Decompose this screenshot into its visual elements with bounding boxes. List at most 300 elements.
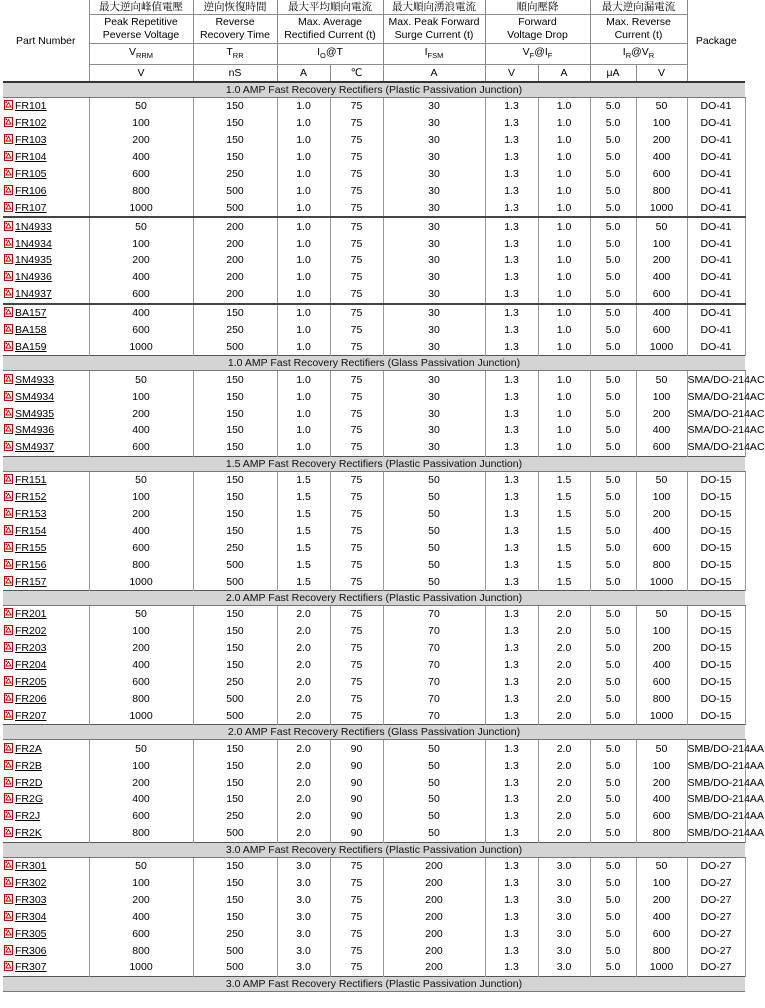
rectifier-spec-table — [3, 0, 765, 992]
pdf-icon[interactable] — [4, 341, 13, 351]
pdf-icon[interactable] — [4, 238, 13, 248]
part-number-link[interactable]: FR207 — [15, 709, 47, 722]
part-number-link[interactable]: FR202 — [15, 625, 47, 638]
value-cell: 30 — [383, 286, 485, 304]
value-cell: 30 — [383, 388, 485, 405]
value-cell: 200 — [89, 774, 193, 791]
part-number-cell — [3, 657, 89, 674]
pdf-icon[interactable] — [4, 151, 13, 161]
value-cell: 200 — [193, 252, 277, 269]
pdf-icon[interactable] — [4, 408, 13, 418]
pdf-icon[interactable] — [4, 542, 13, 552]
value-cell: 75 — [330, 891, 383, 908]
package-cell: DO-41 — [687, 338, 745, 355]
table-row — [3, 199, 745, 217]
pdf-icon[interactable] — [4, 424, 13, 434]
col-unit: A — [383, 65, 485, 83]
value-cell: 50 — [636, 217, 687, 235]
value-cell: 90 — [330, 757, 383, 774]
value-cell: 500 — [193, 182, 277, 199]
value-cell: 75 — [330, 606, 383, 623]
value-cell: 75 — [330, 908, 383, 925]
value-cell: 1.0 — [277, 149, 330, 166]
package-cell: DO-27 — [687, 875, 745, 892]
value-cell: 75 — [330, 489, 383, 506]
value-cell: 1.3 — [485, 199, 538, 217]
table-row — [3, 506, 745, 523]
value-cell: 100 — [636, 875, 687, 892]
part-number-link[interactable]: FR2D — [15, 776, 43, 789]
table-row — [3, 808, 745, 825]
value-cell: 150 — [193, 371, 277, 388]
pdf-icon[interactable] — [4, 928, 13, 938]
value-cell: 150 — [193, 857, 277, 874]
part-number-link[interactable]: FR106 — [15, 184, 47, 197]
pdf-icon[interactable] — [4, 168, 13, 178]
pdf-icon[interactable] — [4, 760, 13, 770]
pdf-icon[interactable] — [4, 185, 13, 195]
pdf-icon[interactable] — [4, 221, 13, 231]
value-cell: 1.3 — [485, 774, 538, 791]
section-title: 2.0 AMP Fast Recovery Rectifiers (Glass Passivation Junction) — [3, 725, 745, 740]
value-cell: 150 — [193, 149, 277, 166]
value-cell: 400 — [89, 791, 193, 808]
value-cell: 75 — [330, 674, 383, 691]
col-header-zh: 最大平均順向電流 — [277, 0, 383, 15]
part-number-cell — [3, 322, 89, 339]
value-cell: 5.0 — [590, 199, 636, 217]
col-symbol: $I_O@T$ — [277, 44, 383, 65]
package-cell: DO-15 — [687, 556, 745, 573]
part-number-link[interactable]: FR102 — [15, 117, 47, 130]
value-cell: 50 — [636, 740, 687, 757]
part-number-link[interactable]: SM4937 — [15, 441, 55, 454]
table-row — [3, 556, 745, 573]
value-cell: 30 — [383, 269, 485, 286]
value-cell: 2.0 — [277, 825, 330, 842]
part-number-cell — [3, 740, 89, 757]
value-cell: 3.0 — [277, 959, 330, 976]
section-header — [3, 591, 745, 606]
value-cell: 250 — [193, 322, 277, 339]
value-cell: 1.0 — [277, 115, 330, 132]
pdf-icon[interactable] — [4, 374, 13, 384]
col-symbol: $I_{FSM}$ — [383, 44, 485, 65]
pdf-icon[interactable] — [4, 945, 13, 955]
value-cell: 2.0 — [277, 623, 330, 640]
col-header-zh: 逆向恢復時間 — [193, 0, 277, 15]
col-unit: nS — [193, 65, 277, 83]
part-number-link[interactable]: SM4933 — [15, 373, 55, 386]
table-row — [3, 338, 745, 355]
value-cell: 1.0 — [538, 304, 590, 322]
part-number-link[interactable]: FR2G — [15, 793, 44, 806]
part-number-link[interactable]: FR204 — [15, 659, 47, 672]
part-number-link[interactable]: SM4934 — [15, 390, 55, 403]
value-cell: 5.0 — [590, 740, 636, 757]
package-cell: DO-41 — [687, 132, 745, 149]
value-cell: 1000 — [636, 338, 687, 355]
part-number-link[interactable]: 1N4934 — [15, 237, 52, 250]
value-cell: 1.3 — [485, 166, 538, 183]
value-cell: 2.0 — [538, 707, 590, 724]
pdf-icon[interactable] — [4, 777, 13, 787]
package-cell: DO-41 — [687, 304, 745, 322]
part-number-link[interactable]: 1N4937 — [15, 288, 52, 301]
part-number-link[interactable]: FR201 — [15, 608, 47, 621]
table-row — [3, 925, 745, 942]
part-number-link[interactable]: FR101 — [15, 100, 47, 113]
value-cell: 2.0 — [538, 691, 590, 708]
pdf-icon[interactable] — [4, 254, 13, 264]
value-cell: 30 — [383, 115, 485, 132]
value-cell: 2.0 — [277, 640, 330, 657]
value-cell: 5.0 — [590, 556, 636, 573]
value-cell: 1.3 — [485, 573, 538, 590]
pdf-icon[interactable] — [4, 710, 13, 720]
pdf-icon[interactable] — [4, 961, 13, 971]
value-cell: 75 — [330, 959, 383, 976]
value-cell: 1000 — [636, 573, 687, 590]
value-cell: 1.3 — [485, 740, 538, 757]
value-cell: 100 — [89, 388, 193, 405]
package-cell: DO-15 — [687, 674, 745, 691]
value-cell: 75 — [330, 522, 383, 539]
pdf-icon[interactable] — [4, 559, 13, 569]
part-number-link[interactable]: FR103 — [15, 134, 47, 147]
package-cell: DO-15 — [687, 691, 745, 708]
section-title: 1.0 AMP Fast Recovery Rectifiers (Glass Passivation Junction) — [3, 356, 745, 371]
value-cell: 2.0 — [277, 791, 330, 808]
pdf-icon[interactable] — [4, 491, 13, 501]
value-cell: 1.3 — [485, 269, 538, 286]
value-cell: 30 — [383, 439, 485, 456]
part-number-link[interactable]: FR2K — [15, 827, 42, 840]
section-header — [3, 82, 745, 98]
part-number-link[interactable]: SM4935 — [15, 407, 55, 420]
pdf-icon[interactable] — [4, 625, 13, 635]
section-title: 3.0 AMP Fast Recovery Rectifiers (Plastic Passivation Junction) — [3, 842, 745, 857]
value-cell: 100 — [89, 623, 193, 640]
value-cell: 1.3 — [485, 857, 538, 874]
value-cell: 250 — [193, 539, 277, 556]
pdf-icon[interactable] — [4, 100, 13, 110]
value-cell: 1000 — [89, 338, 193, 355]
value-cell: 150 — [193, 98, 277, 115]
value-cell: 800 — [89, 691, 193, 708]
value-cell: 5.0 — [590, 573, 636, 590]
value-cell: 3.0 — [538, 857, 590, 874]
value-cell: 600 — [636, 539, 687, 556]
part-number-cell — [3, 623, 89, 640]
pdf-icon[interactable] — [4, 134, 13, 144]
part-number-link[interactable]: BA157 — [15, 307, 47, 320]
part-number-link[interactable]: FR154 — [15, 524, 47, 537]
value-cell: 1.3 — [485, 304, 538, 322]
package-cell: DO-41 — [687, 199, 745, 217]
value-cell: 1000 — [636, 707, 687, 724]
value-cell: 1.0 — [538, 115, 590, 132]
value-cell: 1.0 — [538, 217, 590, 235]
value-cell: 2.0 — [538, 757, 590, 774]
rectifier-table-container — [3, 0, 765, 992]
part-number-cell — [3, 199, 89, 217]
pdf-icon[interactable] — [4, 827, 13, 837]
pdf-icon[interactable] — [4, 117, 13, 127]
part-number-link[interactable]: FR2A — [15, 742, 42, 755]
value-cell: 75 — [330, 199, 383, 217]
value-cell: 2.0 — [538, 640, 590, 657]
part-number-cell — [3, 522, 89, 539]
part-number-link[interactable]: FR155 — [15, 541, 47, 554]
section-header — [3, 456, 745, 471]
value-cell: 5.0 — [590, 235, 636, 252]
pdf-icon[interactable] — [4, 202, 13, 212]
value-cell: 1.0 — [277, 252, 330, 269]
part-number-link[interactable]: BA159 — [15, 340, 47, 353]
value-cell: 90 — [330, 774, 383, 791]
value-cell: 50 — [383, 539, 485, 556]
value-cell: 150 — [193, 422, 277, 439]
value-cell: 600 — [636, 166, 687, 183]
part-number-link[interactable]: FR156 — [15, 558, 47, 571]
value-cell: 150 — [193, 471, 277, 488]
part-number-link[interactable]: FR153 — [15, 508, 47, 521]
part-number-link[interactable]: 1N4936 — [15, 271, 52, 284]
pdf-icon[interactable] — [4, 693, 13, 703]
pdf-icon[interactable] — [4, 608, 13, 618]
value-cell: 1.5 — [277, 556, 330, 573]
section-header — [3, 976, 745, 991]
pdf-icon[interactable] — [4, 877, 13, 887]
part-number-link[interactable]: FR203 — [15, 642, 47, 655]
pdf-icon[interactable] — [4, 911, 13, 921]
section-title: 3.0 AMP Fast Recovery Rectifiers (Plastic Passivation Junction) — [3, 976, 745, 991]
pdf-icon[interactable] — [4, 441, 13, 451]
value-cell: 1.3 — [485, 556, 538, 573]
pdf-icon[interactable] — [4, 793, 13, 803]
value-cell: 1.0 — [538, 182, 590, 199]
pdf-icon[interactable] — [4, 307, 13, 317]
value-cell: 3.0 — [538, 942, 590, 959]
value-cell: 600 — [636, 439, 687, 456]
value-cell: 5.0 — [590, 115, 636, 132]
value-cell: 2.0 — [277, 674, 330, 691]
pdf-icon[interactable] — [4, 860, 13, 870]
value-cell: 2.0 — [538, 623, 590, 640]
part-number-cell — [3, 857, 89, 874]
value-cell: 1.3 — [485, 539, 538, 556]
package-cell: DO-15 — [687, 471, 745, 488]
value-cell: 100 — [636, 388, 687, 405]
pdf-icon[interactable] — [4, 576, 13, 586]
package-cell: DO-41 — [687, 166, 745, 183]
package-cell: SMB/DO-214AA — [687, 791, 745, 808]
value-cell: 1.5 — [538, 471, 590, 488]
value-cell: 150 — [193, 891, 277, 908]
value-cell: 50 — [89, 217, 193, 235]
value-cell: 50 — [383, 506, 485, 523]
value-cell: 1.3 — [485, 338, 538, 355]
value-cell: 1.3 — [485, 322, 538, 339]
value-cell: 500 — [193, 573, 277, 590]
pdf-icon[interactable] — [4, 676, 13, 686]
package-cell: DO-27 — [687, 891, 745, 908]
table-row — [3, 825, 745, 842]
package-cell: DO-41 — [687, 115, 745, 132]
part-number-link[interactable]: FR2B — [15, 759, 42, 772]
part-number-cell — [3, 707, 89, 724]
value-cell: 3.0 — [538, 908, 590, 925]
package-cell: SMA/DO-214AC — [687, 422, 745, 439]
value-cell: 400 — [89, 657, 193, 674]
package-cell: DO-15 — [687, 573, 745, 590]
package-cell: DO-41 — [687, 286, 745, 304]
value-cell: 5.0 — [590, 707, 636, 724]
value-cell: 5.0 — [590, 825, 636, 842]
col-symbol: $V_{RRM}$ — [89, 44, 193, 65]
table-row — [3, 217, 745, 235]
part-number-cell — [3, 506, 89, 523]
part-number-link[interactable]: FR152 — [15, 491, 47, 504]
table-row — [3, 405, 745, 422]
value-cell: 1.0 — [277, 132, 330, 149]
value-cell: 75 — [330, 269, 383, 286]
value-cell: 5.0 — [590, 217, 636, 235]
value-cell: 75 — [330, 217, 383, 235]
value-cell: 5.0 — [590, 338, 636, 355]
value-cell: 70 — [383, 606, 485, 623]
value-cell: 400 — [89, 908, 193, 925]
value-cell: 75 — [330, 857, 383, 874]
part-number-link[interactable]: FR306 — [15, 944, 47, 957]
value-cell: 50 — [89, 857, 193, 874]
value-cell: 1.5 — [277, 506, 330, 523]
value-cell: 150 — [193, 132, 277, 149]
pdf-icon[interactable] — [4, 288, 13, 298]
pdf-icon[interactable] — [4, 525, 13, 535]
value-cell: 70 — [383, 691, 485, 708]
section-title: 1.0 AMP Fast Recovery Rectifiers (Plastic Passivation Junction) — [3, 82, 745, 98]
pdf-icon[interactable] — [4, 474, 13, 484]
value-cell: 1.0 — [538, 132, 590, 149]
package-cell: DO-15 — [687, 522, 745, 539]
value-cell: 400 — [636, 422, 687, 439]
value-cell: 800 — [636, 182, 687, 199]
value-cell: 50 — [636, 857, 687, 874]
part-number-link[interactable]: 1N4933 — [15, 220, 52, 233]
value-cell: 1.0 — [538, 98, 590, 115]
value-cell: 75 — [330, 322, 383, 339]
value-cell: 1.3 — [485, 149, 538, 166]
value-cell: 30 — [383, 304, 485, 322]
value-cell: 5.0 — [590, 691, 636, 708]
part-number-link[interactable]: FR104 — [15, 151, 47, 164]
part-number-link[interactable]: BA158 — [15, 324, 47, 337]
part-number-cell — [3, 539, 89, 556]
value-cell: 1000 — [636, 959, 687, 976]
value-cell: 50 — [383, 556, 485, 573]
value-cell: 75 — [330, 942, 383, 959]
part-number-link[interactable]: SM4936 — [15, 424, 55, 437]
value-cell: 150 — [193, 657, 277, 674]
value-cell: 75 — [330, 691, 383, 708]
value-cell: 30 — [383, 371, 485, 388]
value-cell: 50 — [383, 757, 485, 774]
value-cell: 50 — [383, 808, 485, 825]
value-cell: 5.0 — [590, 422, 636, 439]
part-number-link[interactable]: FR105 — [15, 168, 47, 180]
value-cell: 5.0 — [590, 322, 636, 339]
value-cell: 50 — [383, 573, 485, 590]
value-cell: 600 — [89, 286, 193, 304]
value-cell: 5.0 — [590, 489, 636, 506]
pdf-icon[interactable] — [4, 324, 13, 334]
pdf-icon[interactable] — [4, 659, 13, 669]
part-number-link[interactable]: 1N4935 — [15, 254, 52, 267]
value-cell: 800 — [636, 825, 687, 842]
pdf-icon[interactable] — [4, 391, 13, 401]
part-number-link[interactable]: FR2J — [15, 810, 41, 823]
value-cell: 800 — [89, 825, 193, 842]
value-cell: 600 — [89, 439, 193, 456]
value-cell: 90 — [330, 740, 383, 757]
value-cell: 3.0 — [277, 857, 330, 874]
value-cell: 200 — [383, 959, 485, 976]
value-cell: 1.5 — [277, 522, 330, 539]
part-number-link[interactable]: FR307 — [15, 961, 47, 974]
part-number-link[interactable]: FR305 — [15, 927, 47, 940]
value-cell: 70 — [383, 657, 485, 674]
package-cell: DO-41 — [687, 98, 745, 115]
pdf-icon[interactable] — [4, 894, 13, 904]
value-cell: 5.0 — [590, 252, 636, 269]
part-number-link[interactable]: FR206 — [15, 692, 47, 705]
pdf-icon[interactable] — [4, 508, 13, 518]
col-unit: ℃ — [330, 65, 383, 83]
col-unit: V — [89, 65, 193, 83]
part-number-link[interactable]: FR107 — [15, 201, 47, 214]
value-cell: 2.0 — [277, 808, 330, 825]
value-cell: 5.0 — [590, 791, 636, 808]
package-cell: DO-27 — [687, 959, 745, 976]
pdf-icon[interactable] — [4, 743, 13, 753]
value-cell: 200 — [636, 132, 687, 149]
part-number-link[interactable]: FR303 — [15, 893, 47, 906]
pdf-icon[interactable] — [4, 271, 13, 281]
value-cell: 1.3 — [485, 235, 538, 252]
part-number-link[interactable]: FR151 — [15, 474, 47, 487]
value-cell: 250 — [193, 166, 277, 183]
col-symbol: $I_R@V_R$ — [590, 44, 687, 65]
pdf-icon[interactable] — [4, 642, 13, 652]
part-number-link[interactable]: FR302 — [15, 876, 47, 889]
table-row — [3, 235, 745, 252]
value-cell: 30 — [383, 199, 485, 217]
part-number-link[interactable]: FR301 — [15, 860, 47, 873]
value-cell: 90 — [330, 808, 383, 825]
part-number-link[interactable]: FR205 — [15, 676, 47, 689]
value-cell: 1.0 — [277, 338, 330, 355]
part-number-link[interactable]: FR304 — [15, 910, 47, 923]
value-cell: 600 — [636, 286, 687, 304]
value-cell: 5.0 — [590, 506, 636, 523]
value-cell: 5.0 — [590, 674, 636, 691]
value-cell: 1.3 — [485, 522, 538, 539]
value-cell: 2.0 — [538, 606, 590, 623]
part-number-link[interactable]: FR157 — [15, 575, 47, 588]
pdf-icon[interactable] — [4, 810, 13, 820]
